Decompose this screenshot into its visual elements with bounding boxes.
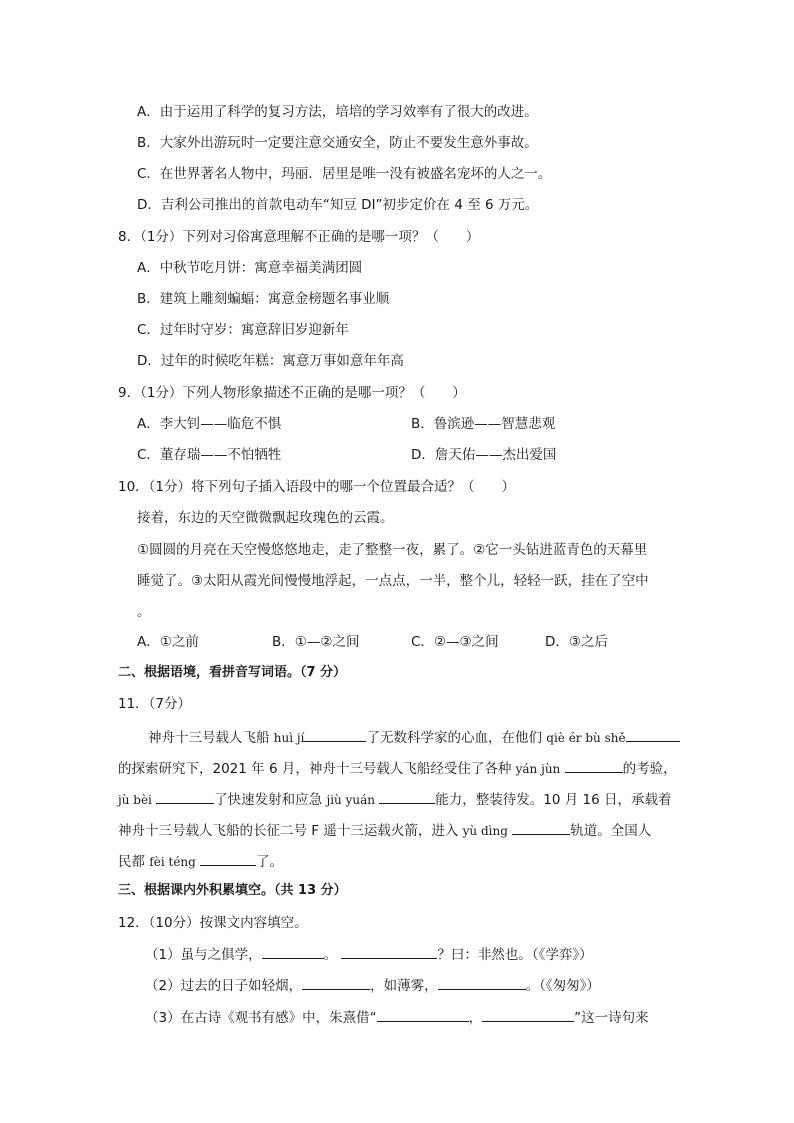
q11-pinyin-6: yù dìng [462, 824, 508, 838]
q11-text: 了无数科学家的心血，在他们 [366, 730, 547, 746]
q11-text: 能力，整装待发。10 月 16 日，承载着 [435, 792, 672, 808]
q11-pinyin-7: fèi téng [149, 855, 196, 869]
q10-paragraph-line-2: 睡觉了。③太阳从霞光间慢慢地浮起，一点点，一半，整个儿，轻轻一跃，挂在了空中 [137, 573, 649, 589]
q12-text: （1）虽与之俱学， [145, 947, 262, 963]
q12-answer-blank-6[interactable] [482, 1007, 574, 1022]
q8-option-d: D．过年的时候吃年糕：寓意万事如意年年高 [137, 353, 404, 369]
q9-option-d: D．詹天佑——杰出爱国 [411, 447, 557, 463]
q8-option-c: C．过年时守岁：寓意辞旧岁迎新年 [137, 322, 349, 338]
q10-sentence: 接着，东边的天空微微飘起玫瑰色的云霞。 [137, 510, 394, 526]
q11-text: 的探索研究下，2021 年 6 月，神舟十三号载人飞船经受住了各种 [118, 761, 516, 777]
q12-item-2 [145, 975, 600, 996]
q7-option-c: C．在世界著名人物中，玛丽．居里是唯一没有被盛名宠坏的人之一。 [137, 166, 552, 182]
q12-text: （2）过去的日子如轻烟， [145, 978, 303, 994]
q11-line-3 [118, 789, 672, 810]
q11-text: 民都 [118, 854, 150, 870]
q8-stem: 8．（1分）下列对习俗寓意理解不正确的是哪一项？（ ） [118, 229, 480, 245]
q12-answer-blank-1[interactable] [262, 944, 324, 959]
q12-answer-blank-5[interactable] [377, 1007, 469, 1022]
q12-item-3 [145, 1007, 649, 1028]
q10-paragraph-line-3: 。 [137, 604, 151, 620]
q12-text: 。 [323, 947, 342, 963]
q10-option-b: B．①—②之间 [272, 634, 360, 650]
q11-pinyin-2: qiè ér bù shě [546, 731, 626, 745]
q9-option-a: A．李大钊——临危不惧 [137, 416, 282, 432]
q11-text: 神舟十三号载人飞船的长征二号 F 遥十三运载火箭，进入 [118, 823, 463, 839]
q11-pinyin-5: jiù yuán [326, 793, 375, 807]
q11-answer-blank-3[interactable] [565, 758, 623, 773]
q8-option-b: B．建筑上雕刻蝙蝠：寓意金榜题名事业顺 [137, 291, 390, 307]
q11-text: 神舟十三号载人飞船 [148, 730, 274, 746]
q10-option-c: C．②—③之间 [411, 634, 499, 650]
section-2-heading: 二、根据语境，看拼音写词语。（7 分） [118, 665, 347, 680]
q11-answer-blank-2[interactable] [626, 727, 680, 742]
q7-option-a: A．由于运用了科学的复习方法，培培的学习效率有了很大的改进。 [137, 104, 538, 120]
q11-pinyin-4: jù bèi [118, 793, 152, 807]
q11-answer-blank-5[interactable] [379, 789, 435, 804]
q11-text: 轨道。全国人 [570, 823, 652, 839]
q7-option-b: B．大家外出游玩时一定要注意交通安全，防止不要发生意外事故。 [137, 135, 538, 151]
q11-stem: 11．（7分） [118, 696, 192, 712]
q8-option-a: A．中秋节吃月饼：寓意幸福美满团圆 [137, 260, 363, 276]
q11-pinyin-3: yán jùn [515, 762, 561, 776]
q11-line-1 [148, 727, 680, 748]
q10-stem: 10．（1分）将下列句子插入语段中的哪一个位置最合适？（ ） [118, 479, 516, 495]
q12-text: 。（《匆匆》） [525, 978, 600, 994]
q9-stem: 9．（1分）下列人物形象描述不正确的是哪一项？（ ） [118, 385, 466, 401]
q12-answer-blank-3[interactable] [302, 975, 370, 990]
q11-line-2 [118, 758, 677, 779]
q12-stem: 12．（10分）按课文内容填空。 [118, 915, 308, 931]
q12-answer-blank-4[interactable] [438, 975, 526, 990]
q10-paragraph-line-1: ①圆圆的月亮在天空慢悠悠地走，走了整整一夜，累了。②它一头钻进蓝青色的天幕里 [137, 542, 648, 558]
q11-pinyin-1: huì jí [273, 731, 305, 745]
q12-text: ，如薄雾， [370, 978, 438, 994]
q12-text: ？曰：非然也。（《学弈》） [437, 947, 593, 963]
q12-answer-blank-2[interactable] [341, 944, 437, 959]
q12-text: ， [468, 1010, 483, 1026]
q9-option-b: B．鲁滨逊——智慧悲观 [411, 416, 556, 432]
q11-line-4 [118, 820, 651, 841]
q12-item-1 [145, 944, 593, 965]
q11-answer-blank-7[interactable] [200, 851, 256, 866]
q11-answer-blank-6[interactable] [512, 820, 570, 835]
q11-text: 的考验， [622, 761, 677, 777]
q10-option-d: D．③之后 [545, 634, 608, 650]
q11-answer-blank-1[interactable] [304, 727, 366, 742]
q12-text: （3）在古诗《观书有感》中，朱熹借“ [145, 1010, 377, 1026]
q11-answer-blank-4[interactable] [156, 789, 214, 804]
q7-option-d: D．吉利公司推出的首款电动车“知豆 DI”初步定价在 4 至 6 万元。 [137, 197, 539, 213]
q11-text: 了。 [256, 854, 284, 870]
q9-option-c: C．董存瑞——不怕牺牲 [137, 447, 282, 463]
q12-text: ”这一诗句来 [574, 1010, 649, 1026]
q10-option-a: A．①之前 [137, 634, 199, 650]
q11-line-5 [118, 851, 283, 872]
q11-text: 了快速发射和应急 [214, 792, 327, 808]
section-3-heading: 三、根据课内外积累填空。（共 13 分） [118, 883, 347, 898]
